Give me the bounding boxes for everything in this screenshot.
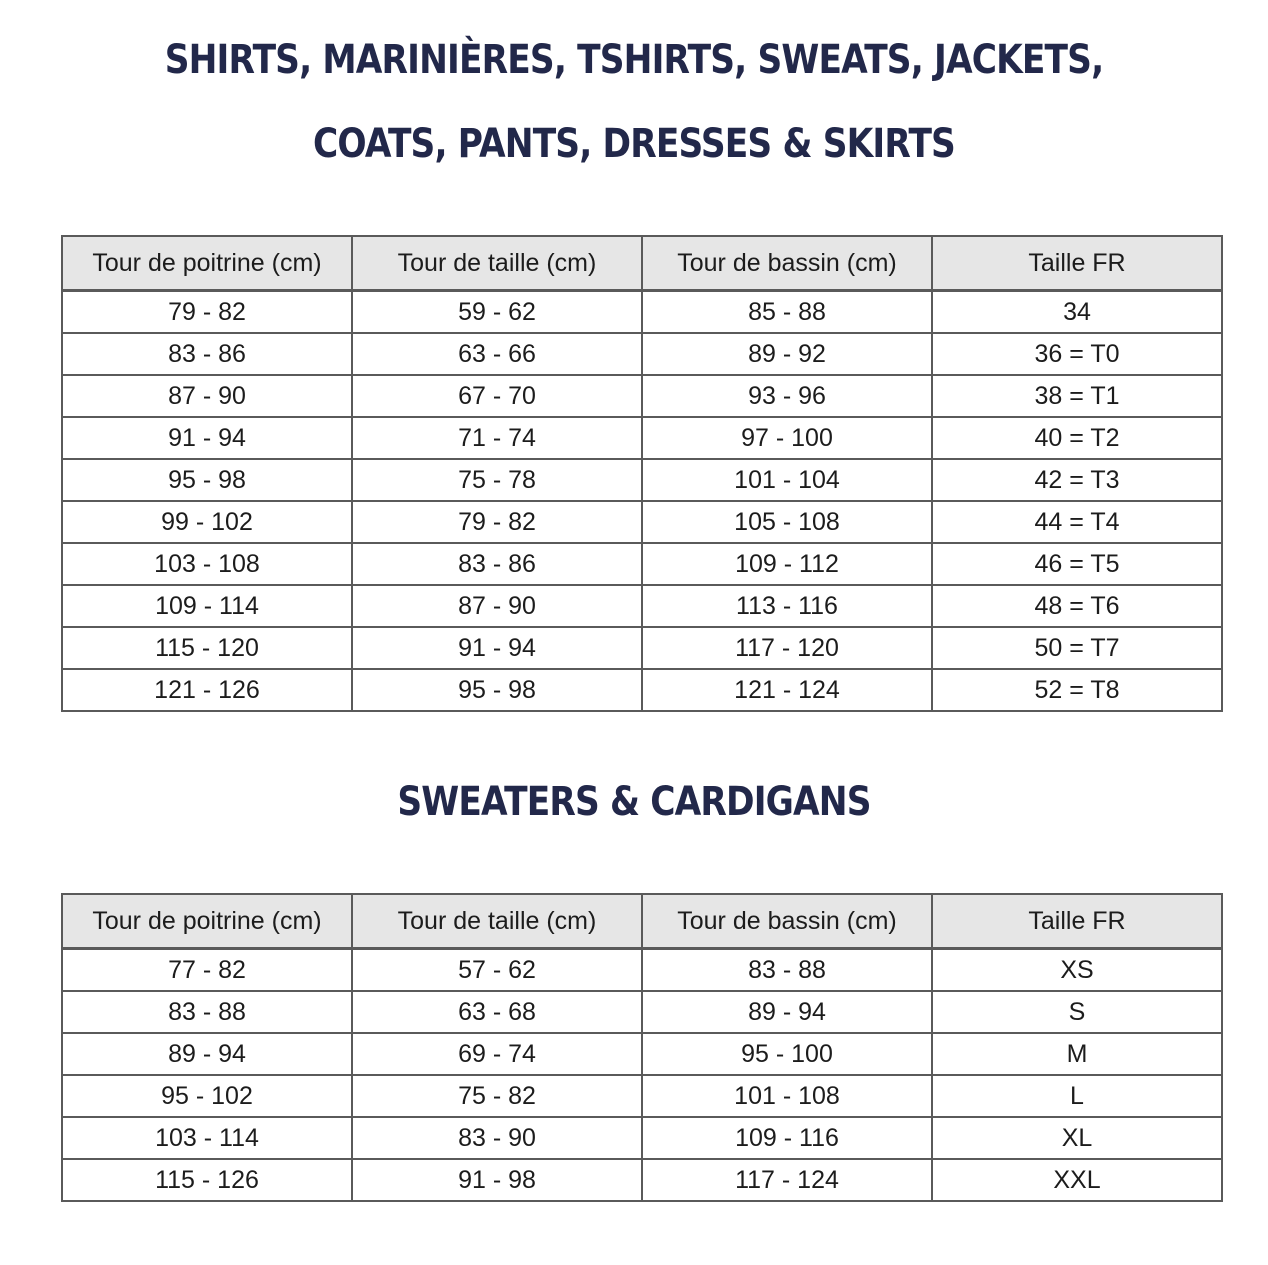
- table-body: [62, 949, 1222, 1202]
- hips-cell: 109 - 112: [642, 543, 932, 585]
- fr-size-cell: 44 = T4: [932, 501, 1222, 543]
- hips-cell: 121 - 124: [642, 669, 932, 711]
- table-row: [62, 991, 1222, 1033]
- section-title-sweaters: SWEATERS & CARDIGANS: [397, 779, 871, 825]
- header-fr-size: Taille FR: [932, 236, 1222, 291]
- fr-size-cell: 36 = T0: [932, 333, 1222, 375]
- chest-cell: 79 - 82: [62, 291, 352, 334]
- table-row: [62, 1075, 1222, 1117]
- hips-cell: 101 - 104: [642, 459, 932, 501]
- hips-cell: 83 - 88: [642, 949, 932, 992]
- fr-size-cell: 50 = T7: [932, 627, 1222, 669]
- waist-cell: 91 - 94: [352, 627, 642, 669]
- fr-size-cell: 46 = T5: [932, 543, 1222, 585]
- chest-cell: 95 - 102: [62, 1075, 352, 1117]
- hips-cell: 101 - 108: [642, 1075, 932, 1117]
- chest-cell: 83 - 86: [62, 333, 352, 375]
- header-chest: Tour de poitrine (cm): [62, 894, 352, 949]
- table-row: [62, 1033, 1222, 1075]
- waist-cell: 69 - 74: [352, 1033, 642, 1075]
- hips-cell: 105 - 108: [642, 501, 932, 543]
- chest-cell: 109 - 114: [62, 585, 352, 627]
- hips-cell: 95 - 100: [642, 1033, 932, 1075]
- hips-cell: 89 - 94: [642, 991, 932, 1033]
- chest-cell: 87 - 90: [62, 375, 352, 417]
- waist-cell: 79 - 82: [352, 501, 642, 543]
- hips-cell: 117 - 124: [642, 1159, 932, 1201]
- chest-cell: 91 - 94: [62, 417, 352, 459]
- waist-cell: 63 - 68: [352, 991, 642, 1033]
- waist-cell: 75 - 78: [352, 459, 642, 501]
- header-waist: Tour de taille (cm): [352, 236, 642, 291]
- waist-cell: 67 - 70: [352, 375, 642, 417]
- table-row: [62, 1117, 1222, 1159]
- chest-cell: 83 - 88: [62, 991, 352, 1033]
- section-title-clothing-line-2: COATS, PANTS, DRESSES & SKIRTS: [313, 121, 955, 167]
- table-row: [62, 501, 1222, 543]
- waist-cell: 57 - 62: [352, 949, 642, 992]
- fr-size-cell: 48 = T6: [932, 585, 1222, 627]
- waist-cell: 59 - 62: [352, 291, 642, 334]
- table-row: [62, 949, 1222, 992]
- size-table-sweaters: [61, 893, 1223, 1202]
- hips-cell: 109 - 116: [642, 1117, 932, 1159]
- fr-size-cell: 38 = T1: [932, 375, 1222, 417]
- table-row: [62, 543, 1222, 585]
- fr-size-cell: 40 = T2: [932, 417, 1222, 459]
- hips-cell: 89 - 92: [642, 333, 932, 375]
- header-chest: Tour de poitrine (cm): [62, 236, 352, 291]
- table-header-row: [62, 894, 1222, 949]
- header-fr-size: Taille FR: [932, 894, 1222, 949]
- waist-cell: 83 - 90: [352, 1117, 642, 1159]
- fr-size-cell: XXL: [932, 1159, 1222, 1201]
- hips-cell: 93 - 96: [642, 375, 932, 417]
- chest-cell: 99 - 102: [62, 501, 352, 543]
- fr-size-cell: L: [932, 1075, 1222, 1117]
- chest-cell: 115 - 126: [62, 1159, 352, 1201]
- table-row: [62, 1159, 1222, 1201]
- table-row: [62, 669, 1222, 711]
- table-row: [62, 585, 1222, 627]
- table-row: [62, 627, 1222, 669]
- waist-cell: 71 - 74: [352, 417, 642, 459]
- chest-cell: 95 - 98: [62, 459, 352, 501]
- waist-cell: 63 - 66: [352, 333, 642, 375]
- chest-cell: 103 - 108: [62, 543, 352, 585]
- waist-cell: 91 - 98: [352, 1159, 642, 1201]
- chest-cell: 89 - 94: [62, 1033, 352, 1075]
- table-row: [62, 375, 1222, 417]
- fr-size-cell: XS: [932, 949, 1222, 992]
- table-row: [62, 417, 1222, 459]
- fr-size-cell: 52 = T8: [932, 669, 1222, 711]
- hips-cell: 117 - 120: [642, 627, 932, 669]
- table-row: [62, 459, 1222, 501]
- fr-size-cell: M: [932, 1033, 1222, 1075]
- header-waist: Tour de taille (cm): [352, 894, 642, 949]
- waist-cell: 87 - 90: [352, 585, 642, 627]
- size-table-clothing: [61, 235, 1223, 712]
- header-hips: Tour de bassin (cm): [642, 236, 932, 291]
- table-row: [62, 291, 1222, 334]
- fr-size-cell: 42 = T3: [932, 459, 1222, 501]
- waist-cell: 75 - 82: [352, 1075, 642, 1117]
- table-header-row: [62, 236, 1222, 291]
- chest-cell: 121 - 126: [62, 669, 352, 711]
- table-body: [62, 291, 1222, 712]
- waist-cell: 95 - 98: [352, 669, 642, 711]
- hips-cell: 97 - 100: [642, 417, 932, 459]
- chest-cell: 77 - 82: [62, 949, 352, 992]
- chest-cell: 115 - 120: [62, 627, 352, 669]
- waist-cell: 83 - 86: [352, 543, 642, 585]
- fr-size-cell: XL: [932, 1117, 1222, 1159]
- fr-size-cell: S: [932, 991, 1222, 1033]
- header-hips: Tour de bassin (cm): [642, 894, 932, 949]
- fr-size-cell: 34: [932, 291, 1222, 334]
- table-row: [62, 333, 1222, 375]
- section-title-clothing-line-1: SHIRTS, MARINIÈRES, TSHIRTS, SWEATS, JACKETS,: [164, 37, 1104, 83]
- chest-cell: 103 - 114: [62, 1117, 352, 1159]
- hips-cell: 85 - 88: [642, 291, 932, 334]
- hips-cell: 113 - 116: [642, 585, 932, 627]
